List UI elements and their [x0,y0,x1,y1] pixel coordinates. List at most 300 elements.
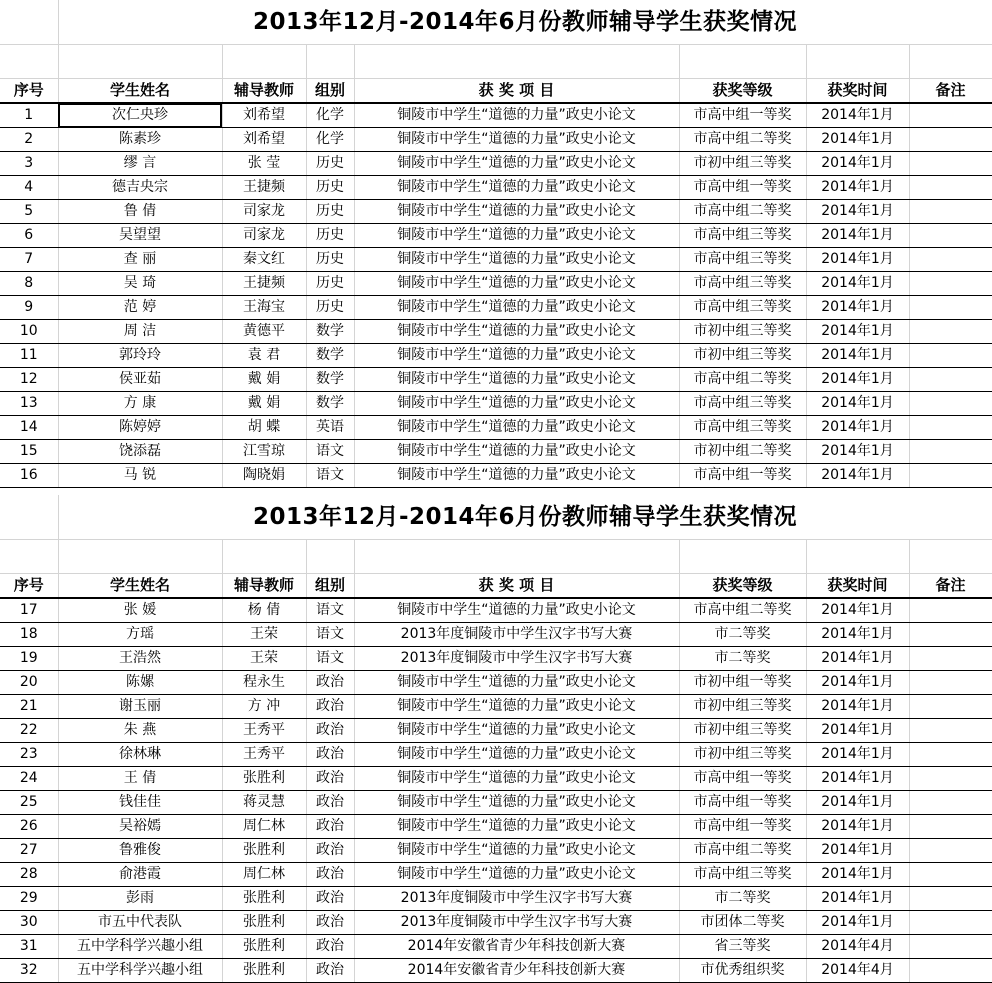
cell-teacher[interactable]: 方 冲 [222,695,306,719]
header-award-level[interactable]: 获奖等级 [679,574,806,598]
cell-group[interactable]: 政治 [306,719,354,743]
table-row [0,839,992,863]
cell-award-date[interactable]: 2014年1月 [806,272,909,296]
cell-award-level[interactable]: 市高中组一等奖 [679,464,806,488]
header-row [0,574,992,598]
cell-student-name[interactable]: 吴 琦 [58,272,222,296]
cell-award-item[interactable]: 铜陵市中学生“道德的力量”政史小论文 [354,272,679,296]
cell-seq[interactable]: 32 [0,959,58,983]
row-corner-cell[interactable] [0,0,59,44]
cell-group[interactable]: 化学 [306,103,354,128]
cell-award-date[interactable]: 2014年1月 [806,344,909,368]
cell-award-date[interactable]: 2014年1月 [806,743,909,767]
cell-seq[interactable]: 14 [0,416,58,440]
cell-award-level[interactable]: 市高中组二等奖 [679,368,806,392]
cell-award-item[interactable]: 铜陵市中学生“道德的力量”政史小论文 [354,815,679,839]
header-remark[interactable]: 备注 [909,574,992,598]
cell-award-item[interactable]: 铜陵市中学生“道德的力量”政史小论文 [354,464,679,488]
cell-award-level[interactable]: 市初中组三等奖 [679,743,806,767]
cell-student-name[interactable]: 鲁雅俊 [58,839,222,863]
header-group[interactable]: 组别 [306,574,354,598]
table-body [0,103,992,488]
cell-award-date[interactable]: 2014年1月 [806,200,909,224]
cell-remark[interactable] [909,128,992,152]
cell-award-date[interactable]: 2014年1月 [806,103,909,128]
cell-award-item[interactable]: 铜陵市中学生“道德的力量”政史小论文 [354,743,679,767]
cell-remark[interactable] [909,647,992,671]
cell-award-item[interactable]: 铜陵市中学生“道德的力量”政史小论文 [354,248,679,272]
cell-teacher[interactable]: 黄德平 [222,320,306,344]
cell-seq[interactable]: 4 [0,176,58,200]
row-corner-cell[interactable] [0,495,59,539]
cell-seq[interactable]: 25 [0,791,58,815]
header-teacher[interactable]: 辅导教师 [222,79,306,103]
cell-teacher[interactable]: 张胜利 [222,935,306,959]
cell-remark[interactable] [909,815,992,839]
cell-student-name[interactable]: 市五中代表队 [58,911,222,935]
header-award-item[interactable]: 获 奖 项 目 [354,574,679,598]
cell-remark[interactable] [909,344,992,368]
cell-seq[interactable]: 30 [0,911,58,935]
cell-award-item[interactable]: 铜陵市中学生“道德的力量”政史小论文 [354,440,679,464]
cell-group[interactable]: 历史 [306,152,354,176]
cell-award-level[interactable]: 市初中组一等奖 [679,671,806,695]
cell-student-name[interactable]: 五中学科学兴趣小组 [58,935,222,959]
cell-teacher[interactable]: 王海宝 [222,296,306,320]
cell-teacher[interactable]: 周仁林 [222,815,306,839]
cell-teacher[interactable]: 张胜利 [222,767,306,791]
cell-teacher[interactable]: 张胜利 [222,959,306,983]
cell-award-date[interactable]: 2014年1月 [806,296,909,320]
cell-student-name[interactable]: 陈嫘 [58,671,222,695]
blank-row[interactable] [0,45,992,79]
cell-remark[interactable] [909,152,992,176]
cell-award-level[interactable]: 市高中组三等奖 [679,416,806,440]
cell-group[interactable]: 政治 [306,671,354,695]
cell-student-name[interactable]: 范 婷 [58,296,222,320]
cell-seq[interactable]: 17 [0,598,58,623]
cell-student-name[interactable]: 徐林琳 [58,743,222,767]
cell-award-date[interactable]: 2014年1月 [806,719,909,743]
cell-teacher[interactable]: 司家龙 [222,200,306,224]
cell-seq[interactable]: 22 [0,719,58,743]
table-row [0,200,992,224]
cell-student-name[interactable]: 德吉央宗 [58,176,222,200]
table-row [0,344,992,368]
cell-award-level[interactable]: 市高中组一等奖 [679,176,806,200]
cell-remark[interactable] [909,887,992,911]
cell-student-name[interactable]: 朱 燕 [58,719,222,743]
cell-award-date[interactable]: 2014年1月 [806,911,909,935]
cell-group[interactable]: 数学 [306,392,354,416]
table-body [0,598,992,983]
cell-remark[interactable] [909,959,992,983]
cell-group[interactable]: 历史 [306,296,354,320]
cell-seq[interactable]: 15 [0,440,58,464]
cell-group[interactable]: 数学 [306,344,354,368]
cell-group[interactable]: 语文 [306,440,354,464]
table-row [0,416,992,440]
cell-award-item[interactable]: 铜陵市中学生“道德的力量”政史小论文 [354,152,679,176]
table-row [0,440,992,464]
cell-award-item[interactable]: 铜陵市中学生“道德的力量”政史小论文 [354,416,679,440]
cell-seq[interactable]: 7 [0,248,58,272]
cell-award-date[interactable]: 2014年1月 [806,887,909,911]
header-award-level[interactable]: 获奖等级 [679,79,806,103]
header-remark[interactable]: 备注 [909,79,992,103]
cell-teacher[interactable]: 杨 倩 [222,598,306,623]
cell-award-item[interactable]: 铜陵市中学生“道德的力量”政史小论文 [354,224,679,248]
cell-award-item[interactable]: 铜陵市中学生“道德的力量”政史小论文 [354,598,679,623]
cell-award-level[interactable]: 市高中组三等奖 [679,224,806,248]
cell-teacher[interactable]: 王荣 [222,647,306,671]
cell-award-level[interactable]: 市高中组二等奖 [679,200,806,224]
cell-group[interactable]: 政治 [306,767,354,791]
cell-student-name[interactable]: 饶添磊 [58,440,222,464]
cell-teacher[interactable]: 刘希望 [222,128,306,152]
cell-remark[interactable] [909,598,992,623]
cell-award-item[interactable]: 2014年安徽省青少年科技创新大赛 [354,959,679,983]
cell-seq[interactable]: 29 [0,887,58,911]
cell-award-level[interactable]: 市初中组三等奖 [679,320,806,344]
cell-award-date[interactable]: 2014年1月 [806,440,909,464]
cell-student-name[interactable]: 彭雨 [58,887,222,911]
blank-row[interactable] [0,540,992,574]
table-row [0,464,992,488]
cell-student-name[interactable]: 周 洁 [58,320,222,344]
cell-teacher[interactable]: 陶晓娟 [222,464,306,488]
cell-student-name[interactable]: 方瑶 [58,623,222,647]
cell-teacher[interactable]: 张胜利 [222,887,306,911]
cell-seq[interactable]: 20 [0,671,58,695]
cell-remark[interactable] [909,392,992,416]
cell-remark[interactable] [909,320,992,344]
cell-award-item[interactable]: 铜陵市中学生“道德的力量”政史小论文 [354,200,679,224]
cell-seq[interactable]: 6 [0,224,58,248]
cell-award-level[interactable]: 市初中组三等奖 [679,344,806,368]
cell-award-item[interactable]: 2013年度铜陵市中学生汉字书写大赛 [354,623,679,647]
cell-award-date[interactable]: 2014年1月 [806,128,909,152]
cell-group[interactable]: 化学 [306,128,354,152]
cell-group[interactable]: 政治 [306,863,354,887]
cell-remark[interactable] [909,416,992,440]
cell-group[interactable]: 政治 [306,959,354,983]
cell-teacher[interactable]: 司家龙 [222,224,306,248]
cell-teacher[interactable]: 蒋灵慧 [222,791,306,815]
cell-group[interactable]: 语文 [306,623,354,647]
cell-remark[interactable] [909,623,992,647]
cell-teacher[interactable]: 王秀平 [222,719,306,743]
cell-seq[interactable]: 28 [0,863,58,887]
cell-group[interactable]: 数学 [306,368,354,392]
cell-remark[interactable] [909,671,992,695]
cell-seq[interactable]: 12 [0,368,58,392]
cell-seq[interactable]: 3 [0,152,58,176]
cell-award-date[interactable]: 2014年1月 [806,392,909,416]
cell-seq[interactable]: 8 [0,272,58,296]
cell-award-level[interactable]: 市高中组三等奖 [679,863,806,887]
cell-award-item[interactable]: 铜陵市中学生“道德的力量”政史小论文 [354,767,679,791]
cell-remark[interactable] [909,743,992,767]
cell-award-item[interactable]: 2014年安徽省青少年科技创新大赛 [354,935,679,959]
cell-remark[interactable] [909,103,992,128]
cell-teacher[interactable]: 程永生 [222,671,306,695]
table-row [0,152,992,176]
cell-student-name[interactable]: 侯亚茹 [58,368,222,392]
cell-remark[interactable] [909,272,992,296]
cell-group[interactable]: 历史 [306,272,354,296]
header-teacher[interactable]: 辅导教师 [222,574,306,598]
cell-student-name[interactable]: 王浩然 [58,647,222,671]
cell-award-item[interactable]: 铜陵市中学生“道德的力量”政史小论文 [354,368,679,392]
cell-group[interactable]: 历史 [306,248,354,272]
cell-seq[interactable]: 19 [0,647,58,671]
cell-group[interactable]: 政治 [306,839,354,863]
cell-seq[interactable]: 27 [0,839,58,863]
cell-remark[interactable] [909,200,992,224]
cell-award-item[interactable]: 铜陵市中学生“道德的力量”政史小论文 [354,671,679,695]
cell-seq[interactable]: 18 [0,623,58,647]
cell-seq[interactable]: 2 [0,128,58,152]
cell-student-name[interactable]: 王 倩 [58,767,222,791]
cell-award-date[interactable]: 2014年1月 [806,839,909,863]
cell-group[interactable]: 政治 [306,935,354,959]
cell-remark[interactable] [909,839,992,863]
cell-award-level[interactable]: 市高中组三等奖 [679,272,806,296]
cell-teacher[interactable]: 江雪琼 [222,440,306,464]
cell-group[interactable]: 语文 [306,647,354,671]
cell-remark[interactable] [909,368,992,392]
cell-teacher[interactable]: 戴 娟 [222,392,306,416]
cell-group[interactable]: 历史 [306,176,354,200]
cell-award-date[interactable]: 2014年1月 [806,368,909,392]
cell-remark[interactable] [909,695,992,719]
cell-remark[interactable] [909,935,992,959]
header-group[interactable]: 组别 [306,79,354,103]
cell-award-item[interactable]: 铜陵市中学生“道德的力量”政史小论文 [354,320,679,344]
cell-award-level[interactable]: 市高中组一等奖 [679,815,806,839]
cell-group[interactable]: 政治 [306,887,354,911]
cell-award-item[interactable]: 铜陵市中学生“道德的力量”政史小论文 [354,863,679,887]
cell-award-item[interactable]: 铜陵市中学生“道德的力量”政史小论文 [354,839,679,863]
cell-award-level[interactable]: 市初中组三等奖 [679,152,806,176]
cell-award-date[interactable]: 2014年1月 [806,320,909,344]
cell-seq[interactable]: 11 [0,344,58,368]
cell-teacher[interactable]: 王捷频 [222,176,306,200]
header-award-date[interactable]: 获奖时间 [806,79,909,103]
cell-award-level[interactable]: 市二等奖 [679,887,806,911]
cell-award-date[interactable]: 2014年1月 [806,416,909,440]
cell-award-date[interactable]: 2014年1月 [806,863,909,887]
cell-award-level[interactable]: 省三等奖 [679,935,806,959]
table-row [0,128,992,152]
table-row [0,248,992,272]
cell-seq[interactable]: 13 [0,392,58,416]
cell-group[interactable]: 政治 [306,743,354,767]
cell-award-date[interactable]: 2014年1月 [806,464,909,488]
cell-award-item[interactable]: 铜陵市中学生“道德的力量”政史小论文 [354,128,679,152]
cell-remark[interactable] [909,719,992,743]
cell-award-level[interactable]: 市二等奖 [679,623,806,647]
cell-teacher[interactable]: 袁 君 [222,344,306,368]
cell-award-item[interactable]: 铜陵市中学生“道德的力量”政史小论文 [354,392,679,416]
sheet-title[interactable]: 2013年12月-2014年6月份教师辅导学生获奖情况 [252,9,798,35]
cell-teacher[interactable]: 周仁林 [222,863,306,887]
cell-group[interactable]: 历史 [306,200,354,224]
cell-award-date[interactable]: 2014年1月 [806,791,909,815]
cell-award-level[interactable]: 市高中组一等奖 [679,767,806,791]
cell-remark[interactable] [909,767,992,791]
cell-award-item[interactable]: 铜陵市中学生“道德的力量”政史小论文 [354,176,679,200]
cell-award-item[interactable]: 2013年度铜陵市中学生汉字书写大赛 [354,887,679,911]
cell-award-item[interactable]: 铜陵市中学生“道德的力量”政史小论文 [354,103,679,128]
cell-group[interactable]: 英语 [306,416,354,440]
header-award-date[interactable]: 获奖时间 [806,574,909,598]
cell-student-name[interactable]: 谢玉丽 [58,695,222,719]
cell-teacher[interactable]: 秦文红 [222,248,306,272]
cell-award-level[interactable]: 市高中组一等奖 [679,103,806,128]
cell-teacher[interactable]: 张胜利 [222,911,306,935]
cell-group[interactable]: 语文 [306,598,354,623]
table-row [0,815,992,839]
cell-group[interactable]: 政治 [306,815,354,839]
header-award-item[interactable]: 获 奖 项 目 [354,79,679,103]
cell-award-item[interactable]: 铜陵市中学生“道德的力量”政史小论文 [354,719,679,743]
cell-student-name[interactable]: 郭玲玲 [58,344,222,368]
cell-group[interactable]: 政治 [306,911,354,935]
cell-seq[interactable]: 16 [0,464,58,488]
cell-award-date[interactable]: 2014年1月 [806,176,909,200]
cell-seq[interactable]: 31 [0,935,58,959]
cell-remark[interactable] [909,863,992,887]
cell-seq[interactable]: 1 [0,103,58,128]
cell-award-date[interactable]: 2014年4月 [806,959,909,983]
cell-group[interactable]: 语文 [306,464,354,488]
table-row [0,320,992,344]
cell-student-name[interactable]: 马 锐 [58,464,222,488]
cell-seq[interactable]: 24 [0,767,58,791]
cell-remark[interactable] [909,296,992,320]
cell-award-date[interactable]: 2014年1月 [806,623,909,647]
cell-award-item[interactable]: 铜陵市中学生“道德的力量”政史小论文 [354,791,679,815]
cell-award-date[interactable]: 2014年1月 [806,152,909,176]
cell-student-name[interactable]: 缪 言 [58,152,222,176]
cell-award-item[interactable]: 2013年度铜陵市中学生汉字书写大赛 [354,911,679,935]
cell-award-date[interactable]: 2014年1月 [806,248,909,272]
cell-student-name[interactable]: 钱佳佳 [58,791,222,815]
header-seq[interactable]: 序号 [0,574,58,598]
cell-seq[interactable]: 21 [0,695,58,719]
cell-group[interactable]: 数学 [306,320,354,344]
cell-award-level[interactable]: 市高中组二等奖 [679,598,806,623]
award-table [0,79,992,488]
cell-award-item[interactable]: 2013年度铜陵市中学生汉字书写大赛 [354,647,679,671]
cell-group[interactable]: 政治 [306,695,354,719]
cell-student-name[interactable]: 陈素珍 [58,128,222,152]
cell-seq[interactable]: 5 [0,200,58,224]
cell-teacher[interactable]: 张 莹 [222,152,306,176]
cell-award-level[interactable]: 市二等奖 [679,647,806,671]
cell-remark[interactable] [909,248,992,272]
header-student-name[interactable]: 学生姓名 [58,574,222,598]
cell-teacher[interactable]: 王秀平 [222,743,306,767]
cell-student-name[interactable]: 陈婷婷 [58,416,222,440]
table-row [0,695,992,719]
cell-student-name[interactable]: 次仁央珍 [58,103,222,128]
header-seq[interactable]: 序号 [0,79,58,103]
cell-remark[interactable] [909,464,992,488]
cell-student-name[interactable]: 吴望望 [58,224,222,248]
cell-remark[interactable] [909,791,992,815]
cell-award-level[interactable]: 市高中组三等奖 [679,392,806,416]
cell-teacher[interactable]: 刘希望 [222,103,306,128]
cell-award-date[interactable]: 2014年1月 [806,598,909,623]
cell-remark[interactable] [909,224,992,248]
cell-award-level[interactable]: 市优秀组织奖 [679,959,806,983]
table-row [0,911,992,935]
cell-award-date[interactable]: 2014年1月 [806,224,909,248]
cell-student-name[interactable]: 张 媛 [58,598,222,623]
cell-remark[interactable] [909,911,992,935]
cell-award-level[interactable]: 市初中组二等奖 [679,440,806,464]
cell-award-item[interactable]: 铜陵市中学生“道德的力量”政史小论文 [354,296,679,320]
cell-award-date[interactable]: 2014年1月 [806,767,909,791]
cell-student-name[interactable]: 方 康 [58,392,222,416]
cell-teacher[interactable]: 戴 娟 [222,368,306,392]
cell-group[interactable]: 政治 [306,791,354,815]
cell-student-name[interactable]: 查 丽 [58,248,222,272]
cell-award-level[interactable]: 市团体二等奖 [679,911,806,935]
header-row [0,79,992,103]
cell-award-level[interactable]: 市高中组一等奖 [679,791,806,815]
cell-teacher[interactable]: 张胜利 [222,839,306,863]
cell-student-name[interactable]: 五中学科学兴趣小组 [58,959,222,983]
table-row [0,623,992,647]
cell-student-name[interactable]: 吴裕嫣 [58,815,222,839]
cell-award-item[interactable]: 铜陵市中学生“道德的力量”政史小论文 [354,695,679,719]
cell-award-date[interactable]: 2014年1月 [806,647,909,671]
cell-seq[interactable]: 9 [0,296,58,320]
cell-teacher[interactable]: 王荣 [222,623,306,647]
cell-remark[interactable] [909,176,992,200]
cell-student-name[interactable]: 鲁 倩 [58,200,222,224]
header-student-name[interactable]: 学生姓名 [58,79,222,103]
cell-award-level[interactable]: 市高中组二等奖 [679,839,806,863]
table-row [0,176,992,200]
cell-award-date[interactable]: 2014年1月 [806,815,909,839]
cell-teacher[interactable]: 王捷频 [222,272,306,296]
cell-seq[interactable]: 10 [0,320,58,344]
cell-award-item[interactable]: 铜陵市中学生“道德的力量”政史小论文 [354,344,679,368]
cell-seq[interactable]: 26 [0,815,58,839]
cell-award-date[interactable]: 2014年4月 [806,935,909,959]
table-row [0,743,992,767]
cell-student-name[interactable]: 俞港霞 [58,863,222,887]
cell-award-level[interactable]: 市高中组三等奖 [679,248,806,272]
cell-award-level[interactable]: 市高中组三等奖 [679,296,806,320]
cell-award-date[interactable]: 2014年1月 [806,695,909,719]
sheet-title[interactable]: 2013年12月-2014年6月份教师辅导学生获奖情况 [252,504,798,530]
cell-award-level[interactable]: 市高中组二等奖 [679,128,806,152]
cell-seq[interactable]: 23 [0,743,58,767]
table-row [0,368,992,392]
cell-award-date[interactable]: 2014年1月 [806,671,909,695]
cell-remark[interactable] [909,440,992,464]
cell-group[interactable]: 历史 [306,224,354,248]
cell-award-level[interactable]: 市初中组三等奖 [679,695,806,719]
cell-teacher[interactable]: 胡 蝶 [222,416,306,440]
cell-award-level[interactable]: 市初中组三等奖 [679,719,806,743]
